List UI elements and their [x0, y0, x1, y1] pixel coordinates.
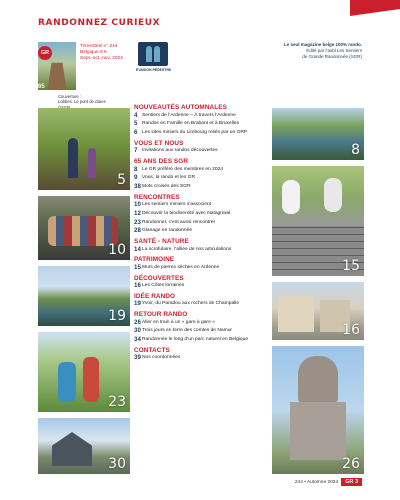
toc-entry-title: Randonnée le long d’un parc naturel en Belgique	[142, 337, 249, 343]
toc-section-heading: VOUS ET NOUS	[134, 139, 184, 147]
tagline: Le seul magazine belge 100% rando. Édité par l’asbl Les Sentiers de Grande Randonnée (SGR)	[283, 42, 362, 59]
toc-entry-title: Le GR préféré des membres en 2024	[142, 166, 224, 172]
toc-page-number: 26	[134, 318, 141, 326]
toc-entry[interactable]	[134, 355, 272, 361]
toc-page-number: 16	[134, 282, 141, 290]
toc-page-number: 28	[134, 227, 141, 235]
toc-page-number: 9	[134, 174, 138, 182]
toc-page-number: 39	[134, 354, 141, 362]
toc-page-number: 6	[134, 128, 138, 136]
toc-entry[interactable]	[134, 211, 272, 217]
photo-hikers-field: 23	[38, 332, 130, 412]
page-number-badge: GR 3	[341, 478, 362, 486]
brand-caption: ÉVASION PÉDESTRE	[136, 68, 172, 72]
toc-section-heading: IDÉE RANDO	[134, 292, 176, 300]
toc-page-number: 12	[134, 209, 141, 217]
issue-info: Trimestriel n° 244 Belgique 9 € Sept.-oct.-nov. 2024	[80, 44, 123, 61]
toc-entry-title: Aller en train à un « gare à gare »	[142, 319, 215, 325]
photo-lion-monument: 26	[272, 346, 364, 474]
toc-entry[interactable]	[134, 328, 272, 334]
toc-entry[interactable]	[134, 265, 272, 271]
toc-entry-title: Les sites miniers du Limbourg reliés par un GRP	[142, 129, 248, 135]
toc-entry-title: Les sentiers miniers s’associent	[142, 202, 212, 208]
toc-entry[interactable]	[134, 113, 272, 119]
photo-meuse-valley: 19	[38, 266, 130, 326]
toc-entry[interactable]	[134, 228, 272, 234]
issue-footer-text: 244 • Automne 2024	[294, 479, 339, 485]
toc-section-heading: RENCONTRES	[134, 193, 180, 201]
toc-entry-title: Murs de pierres sèches en Ardenne	[142, 264, 220, 270]
toc-page-number: 8	[134, 165, 138, 173]
toc-entry[interactable]	[134, 175, 272, 181]
toc-entry-title: Les Côtes lorraines	[142, 283, 185, 289]
cover-badge: GR	[38, 46, 52, 60]
toc-entry[interactable]	[134, 202, 272, 208]
page-footer	[295, 478, 362, 486]
toc-page-number: 7	[134, 147, 138, 155]
toc-section-heading: PATRIMOINE	[134, 256, 175, 264]
toc-page-number: 30	[134, 327, 141, 335]
toc-page-number: 14	[134, 245, 141, 253]
toc-section-heading: DÉCOUVERTES	[134, 274, 184, 282]
toc-section-heading: 65 ANS DES SGR	[134, 157, 189, 165]
toc-entry[interactable]	[134, 337, 272, 343]
photo-village-chapel: 30	[38, 418, 130, 474]
toc-section-heading: NOUVEAUTÉS AUTOMNALES	[134, 104, 227, 111]
toc-entry-title: Yvoir, du Paradou aux rochers de Champalle	[142, 301, 240, 307]
toc-page-number: 10	[134, 201, 141, 209]
toc-entry-title: La scrofulaire, l’alliée de nos articulations	[142, 246, 232, 252]
toc-section-heading: SANTÉ - NATURE	[134, 237, 189, 245]
photo-group-meeting: 10	[38, 196, 130, 260]
toc-entry-title: Trois jours en terre des comtes de Namur	[142, 328, 233, 334]
photo-dry-stone-wall: 15	[272, 166, 364, 276]
toc-section-heading: RETOUR RANDO	[134, 311, 188, 319]
photo-river-landscape: 8	[272, 108, 364, 160]
toc-page-number: 23	[134, 218, 141, 226]
toc-entry-title: Vous, la rando et les GR	[142, 175, 196, 181]
flag-corner	[350, 0, 400, 26]
toc-entry[interactable]	[134, 247, 272, 253]
toc-section-heading: CONTACTS	[134, 346, 170, 354]
toc-entry[interactable]	[134, 283, 272, 289]
toc-page-number: 34	[134, 336, 141, 344]
toc-entry[interactable]	[134, 320, 272, 326]
photo-family-hike: 5	[38, 108, 130, 190]
cover-badge-number: 65	[38, 84, 45, 90]
toc-page-number: 19	[134, 300, 141, 308]
magazine-title: RANDONNEZ CURIEUX	[38, 18, 161, 28]
toc-entry-title: Randos en Famille en Brabant et à Bruxelles	[142, 121, 240, 127]
table-of-contents	[134, 104, 272, 364]
toc-entry[interactable]	[134, 121, 272, 127]
toc-page-number: 4	[134, 111, 138, 119]
toc-entry-title: Glanage en randonnée	[142, 228, 193, 234]
toc-entry[interactable]	[134, 148, 272, 154]
photo-lorraine-houses: 16	[272, 282, 364, 340]
toc-entry-title: Invitations aux randos découvertes	[142, 148, 218, 154]
toc-page-number: 15	[134, 263, 141, 271]
toc-entry[interactable]	[134, 301, 272, 307]
toc-entry-title: Sentiers de l’Ardenne – À travers l’Ardenne	[142, 112, 236, 118]
toc-page-number: 38	[134, 182, 141, 190]
toc-entry[interactable]	[134, 184, 272, 190]
toc-entry-title: Découvrir la biodiversité avec Natagriwal	[142, 210, 231, 216]
toc-entry[interactable]	[134, 130, 272, 136]
brand-logo	[138, 42, 168, 66]
toc-entry[interactable]	[134, 220, 272, 226]
toc-entry[interactable]	[134, 167, 272, 173]
toc-entry-title: Nos coordonnées	[142, 355, 181, 361]
cover-credit: Couverture : Lobbes. Le pont de claies	[58, 94, 106, 105]
toc-entry-title: Randonner, c’est aussi rencontrer	[142, 219, 216, 225]
toc-entry-title: Mots croisés des SGR	[142, 183, 191, 189]
toc-page-number: 5	[134, 120, 138, 128]
